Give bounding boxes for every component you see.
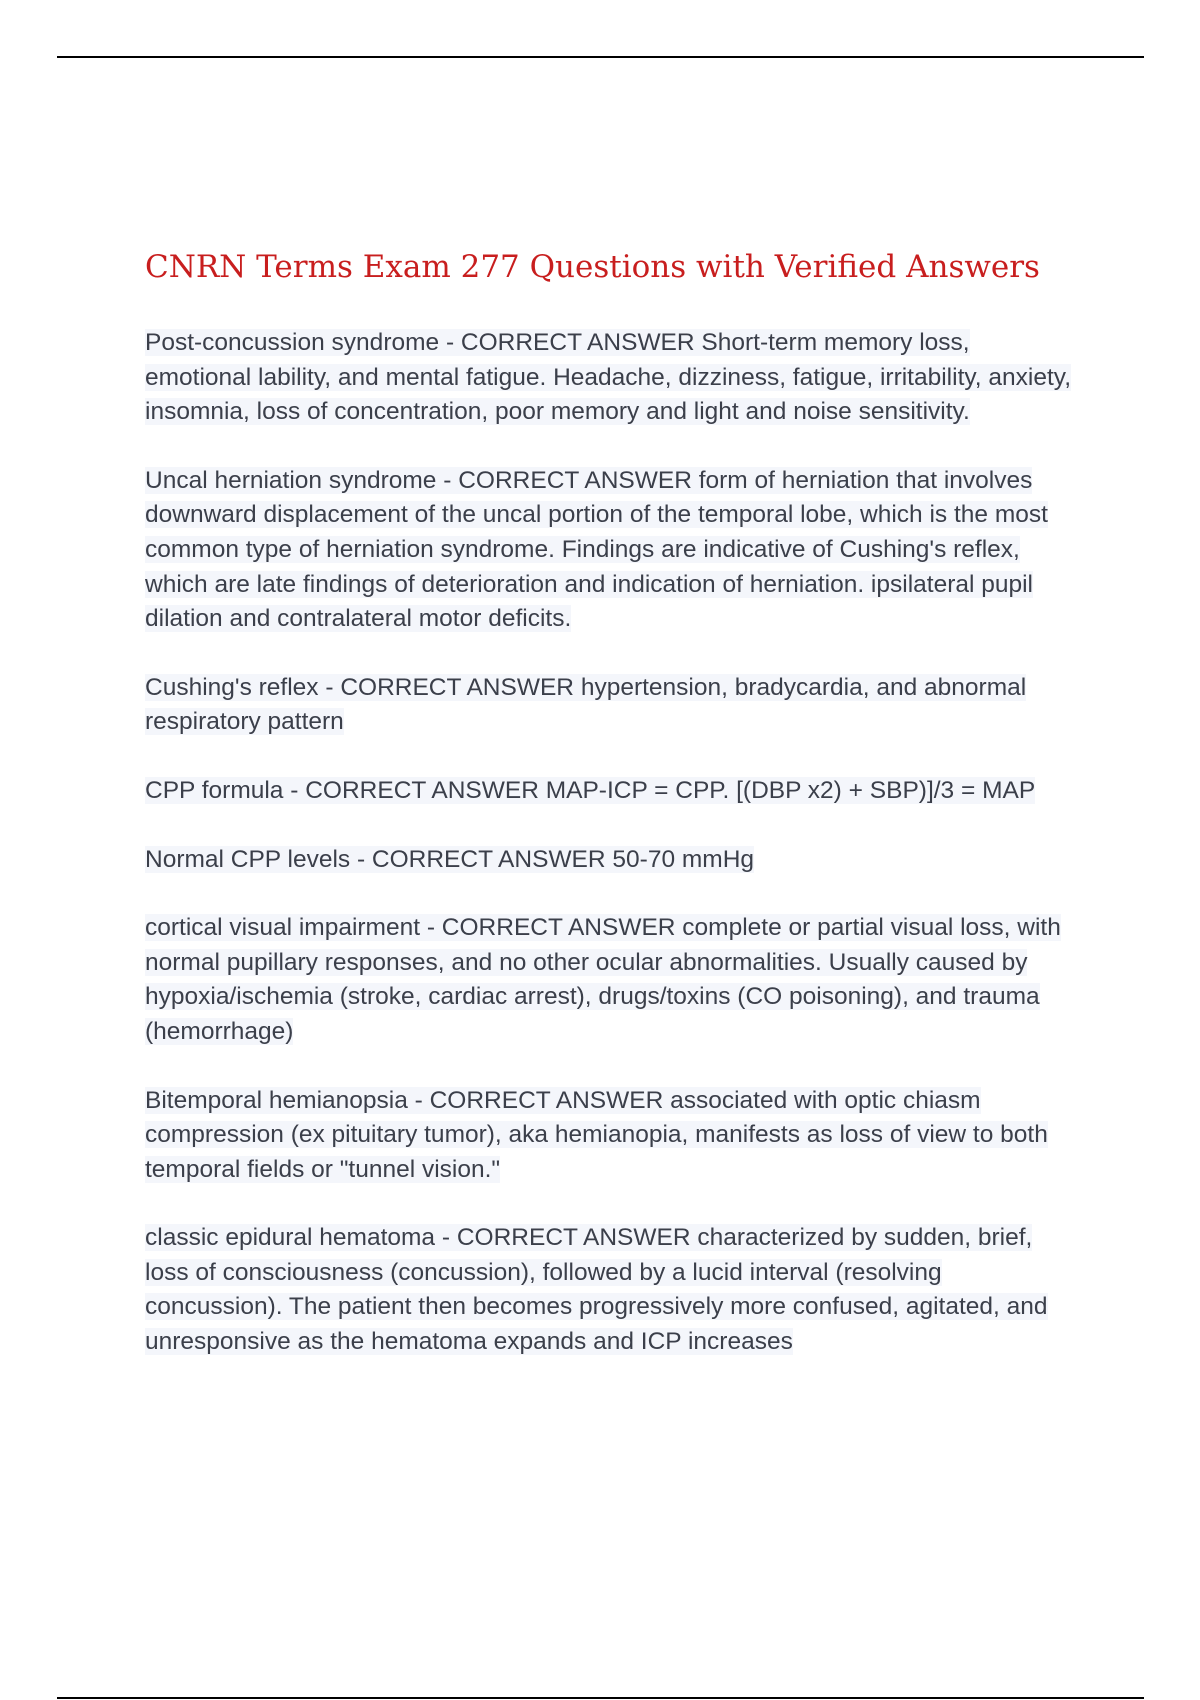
qa-entry-text bbox=[145, 1224, 1048, 1355]
qa-answer: hypertension, bradycardia, and abnormal respiratory pattern bbox=[145, 673, 1027, 736]
qa-separator: - CORRECT ANSWER bbox=[436, 466, 699, 494]
qa-separator: - CORRECT ANSWER bbox=[420, 914, 683, 942]
qa-term: Normal CPP levels bbox=[145, 845, 351, 873]
qa-entry bbox=[145, 1221, 1077, 1359]
qa-entry bbox=[145, 843, 1077, 878]
qa-term: Post-concussion syndrome bbox=[145, 329, 440, 356]
qa-answer: MAP-ICP = CPP. [(DBP x2) + SBP)]/3 = MAP bbox=[545, 776, 1036, 804]
qa-term: Bitemporal hemianopsia bbox=[145, 1086, 408, 1114]
qa-answer: complete or partial visual loss, with normal pupillary responses, and no other ocular abnormalities. Usually caused by hypoxia/ischemia (stroke, cardiac arrest), drugs/toxins (CO poisoning), and trauma (hemorrhage) bbox=[145, 914, 1061, 1045]
qa-separator: - CORRECT ANSWER bbox=[318, 673, 581, 701]
qa-list bbox=[145, 326, 1077, 1394]
qa-separator: - CORRECT ANSWER bbox=[439, 329, 702, 356]
qa-entry bbox=[145, 464, 1077, 637]
qa-entry bbox=[145, 1084, 1077, 1188]
footer-rule bbox=[57, 1697, 1144, 1699]
qa-answer: form of herniation that involves downward displacement of the uncal portion of the temporal lobe, which is the most common type of herniation syndrome. Findings are indicative of Cushing's reflex, which are late findings of deterioration and indication of herniation. ipsilateral pupil dilation and contralateral motor deficits. bbox=[145, 466, 1048, 633]
qa-answer: 50-70 mmHg bbox=[612, 845, 755, 873]
qa-answer: characterized by sudden, brief, loss of consciousness (concussion), followed by a lucid interval (resolving concussion). The patient then becomes progressively more confused, agitated, and unresponsive as the hematoma expands and ICP increases bbox=[145, 1224, 1048, 1356]
qa-entry bbox=[145, 911, 1077, 1049]
qa-entry-text bbox=[145, 1087, 1048, 1183]
header-rule bbox=[57, 56, 1144, 58]
qa-separator: - CORRECT ANSWER bbox=[283, 776, 546, 804]
qa-term: classic epidural hematoma bbox=[145, 1224, 436, 1252]
qa-separator: - CORRECT ANSWER bbox=[435, 1224, 698, 1252]
qa-separator: - CORRECT ANSWER bbox=[350, 845, 613, 873]
document-title: CNRN Terms Exam 277 Questions with Verified Answers bbox=[145, 249, 1040, 285]
qa-separator: - CORRECT ANSWER bbox=[407, 1086, 671, 1114]
qa-answer: associated with optic chiasm compression (ex pituitary tumor), aka hemianopia, manifests as loss of view to both temporal fields or "tunnel vision." bbox=[145, 1086, 1048, 1183]
qa-term: CPP formula bbox=[145, 776, 284, 804]
qa-answer: Short-term memory loss, emotional lability, and mental fatigue. Headache, dizziness, fatigue, irritability, anxiety, insomnia, loss of concentration, poor memory and light and noise sensitivity. bbox=[145, 329, 1072, 426]
qa-entry bbox=[145, 326, 1077, 430]
qa-entry-text bbox=[145, 467, 1048, 632]
qa-entry-text bbox=[145, 674, 1026, 736]
qa-entry-text bbox=[145, 914, 1061, 1045]
qa-term: cortical visual impairment bbox=[145, 914, 421, 942]
qa-entry-text bbox=[145, 329, 1071, 425]
qa-entry bbox=[145, 774, 1077, 809]
qa-term: Uncal herniation syndrome bbox=[145, 466, 437, 494]
qa-entry-text bbox=[145, 846, 754, 873]
qa-entry-text bbox=[145, 777, 1035, 804]
qa-entry bbox=[145, 671, 1077, 740]
qa-term: Cushing's reflex bbox=[145, 673, 319, 701]
